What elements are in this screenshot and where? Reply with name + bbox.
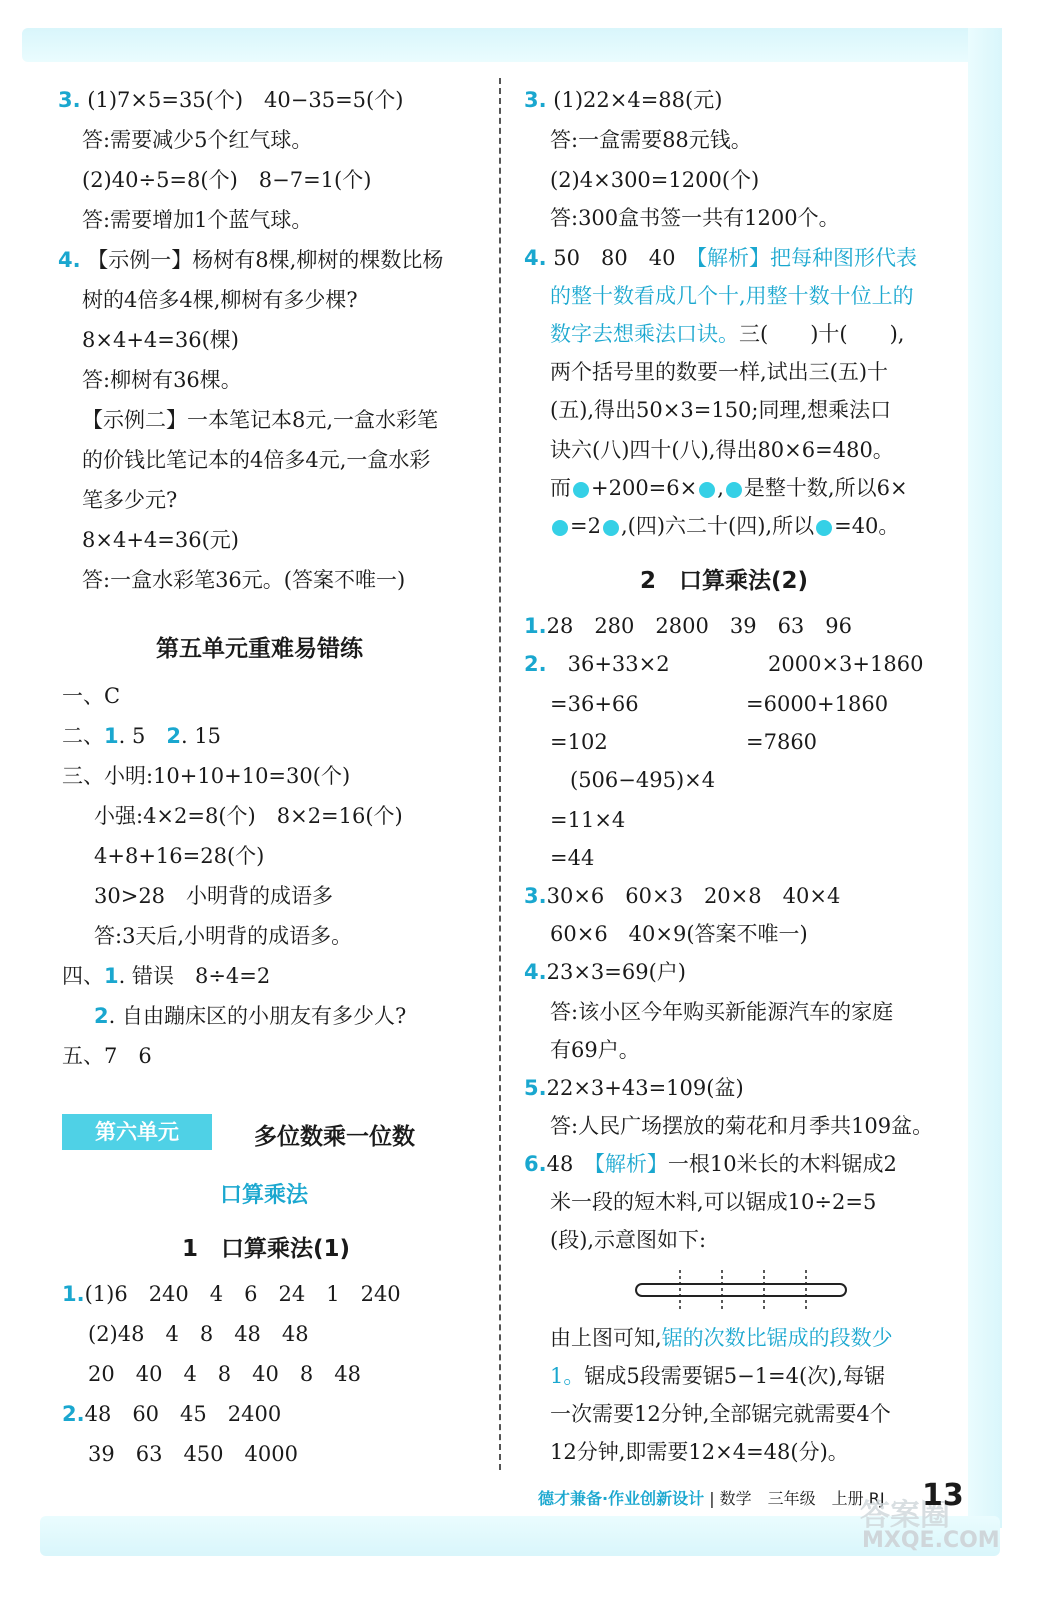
text: . 错误 8÷4=2 bbox=[118, 964, 271, 988]
column-divider bbox=[499, 78, 501, 1470]
question-number: 2 bbox=[94, 1004, 109, 1028]
text: 数字去想乘法口诀。 bbox=[550, 322, 739, 346]
right-q4-line4: 两个括号里的数要一样,试出三(五)十 bbox=[550, 360, 889, 384]
right-a2-row1 bbox=[524, 650, 670, 678]
question-number: 5. bbox=[524, 1076, 547, 1100]
text: 48 bbox=[546, 1152, 595, 1176]
right-q4-line8 bbox=[550, 512, 899, 540]
left-q4-line7: 笔多少元? bbox=[82, 488, 178, 512]
right-a6-line5 bbox=[550, 1362, 885, 1390]
text: =40。 bbox=[834, 514, 900, 538]
text: 二、 bbox=[62, 724, 104, 748]
right-a2-row4: (506−495)×4 bbox=[570, 768, 716, 792]
text: 48 60 45 2400 bbox=[84, 1402, 282, 1426]
left-l2-line2: 39 63 450 4000 bbox=[88, 1442, 298, 1466]
question-number: 6. bbox=[524, 1152, 547, 1176]
footer-info: | 数学 三年级 上册 RJ bbox=[709, 1489, 885, 1508]
watermark-url: MXQE.COM bbox=[862, 1528, 1000, 1553]
right-a6-line2: 米一段的短木料,可以锯成10÷2=5 bbox=[550, 1190, 877, 1214]
circle-placeholder-icon bbox=[816, 520, 832, 536]
right-a6-line6: 一次需要12分钟,全部锯完就需要4个 bbox=[550, 1402, 891, 1426]
text: 【示例一】杨树有8棵,柳树的棵数比杨 bbox=[87, 248, 444, 272]
text: 而 bbox=[550, 476, 571, 500]
text: 36+33×2 bbox=[567, 652, 670, 676]
right-q3-line4: 答:300盒书签一共有1200个。 bbox=[550, 206, 840, 230]
left-l1-line2: (2)48 4 8 48 48 bbox=[88, 1322, 309, 1346]
wood-cut-diagram bbox=[634, 1266, 850, 1314]
lesson2-heading: 2 口算乘法(2) bbox=[640, 568, 809, 594]
left-s3-line2: 小强:4×2=8(个) 8×2=16(个) bbox=[94, 804, 403, 828]
left-l1-line3: 20 40 4 8 40 8 48 bbox=[88, 1362, 361, 1386]
question-number: 1 bbox=[104, 724, 119, 748]
left-q4-line3: 8×4+4=36(棵) bbox=[82, 328, 239, 352]
right-a1 bbox=[524, 612, 852, 640]
left-s4-line1 bbox=[62, 962, 270, 990]
section-subtitle: 口算乘法 bbox=[220, 1183, 309, 1208]
footer-bar bbox=[538, 1486, 885, 1509]
circle-placeholder-icon bbox=[573, 482, 589, 498]
text: . 15 bbox=[180, 724, 222, 748]
text: 四、 bbox=[62, 964, 104, 988]
right-a2-row3: =102 bbox=[550, 730, 608, 754]
right-q4-line3 bbox=[550, 320, 904, 348]
left-q4-line4: 答:柳树有36棵。 bbox=[82, 368, 242, 392]
bottom-border-decoration bbox=[40, 1516, 1000, 1556]
text: 50 80 40 bbox=[553, 246, 697, 270]
question-number: 1. bbox=[524, 614, 547, 638]
text: 是整十数,所以6× bbox=[743, 476, 908, 500]
text: 22×3+43=109(盆) bbox=[546, 1076, 744, 1100]
left-s2 bbox=[62, 722, 221, 750]
left-s1: 一、C bbox=[62, 684, 121, 708]
right-q3-line1 bbox=[524, 86, 722, 114]
unit5-heading: 第五单元重难易错练 bbox=[156, 636, 363, 662]
right-q4-line2: 的整十数看成几个十,用整十数十位上的 bbox=[550, 284, 914, 308]
text: . 自由蹦床区的小朋友有多少人? bbox=[108, 1004, 407, 1028]
analysis-tag: 【解析】 bbox=[594, 1152, 668, 1176]
lesson1-heading: 1 口算乘法(1) bbox=[182, 1236, 351, 1262]
text: (1)7×5=35(个) 40−35=5(个) bbox=[87, 88, 404, 112]
question-number: 3. bbox=[524, 88, 547, 112]
text: 锯成5段需要锯5−1=4(次),每锯 bbox=[584, 1364, 886, 1388]
circle-placeholder-icon bbox=[603, 520, 619, 536]
watermark-logo: 答案圈 bbox=[860, 1498, 950, 1533]
right-a2-row6: =44 bbox=[550, 846, 595, 870]
text: 30×6 60×3 20×8 40×4 bbox=[546, 884, 841, 908]
text: 把每种图形代表 bbox=[769, 246, 917, 270]
top-border-decoration bbox=[22, 28, 998, 62]
right-q4-line6: 诀六(八)四十(八),得出80×6=480。 bbox=[550, 438, 894, 462]
question-number: 2 bbox=[166, 724, 181, 748]
left-q4-line5: 【示例二】一本笔记本8元,一盒水彩笔 bbox=[82, 408, 439, 432]
page-number: 13 bbox=[922, 1478, 964, 1513]
left-l2-line1 bbox=[62, 1400, 281, 1428]
right-a5-line1 bbox=[524, 1074, 744, 1102]
unit6-title: 多位数乘一位数 bbox=[254, 1124, 415, 1150]
right-a2-row2: =36+66 bbox=[550, 692, 639, 716]
text: 三( )十( ), bbox=[739, 322, 905, 346]
question-number: 4. bbox=[524, 246, 547, 270]
right-a4-line2: 答:该小区今年购买新能源汽车的家庭 bbox=[550, 1000, 894, 1024]
left-q3-answer1: 答:需要减少5个红气球。 bbox=[82, 128, 313, 152]
text: 由上图可知, bbox=[550, 1326, 662, 1350]
text: (1)6 240 4 6 24 1 240 bbox=[84, 1282, 401, 1306]
text: , bbox=[717, 476, 724, 500]
left-s4-line2 bbox=[94, 1002, 406, 1030]
right-a3-line1 bbox=[524, 882, 840, 910]
text: 28 280 2800 39 63 96 bbox=[546, 614, 853, 638]
right-a3-line2: 60×6 40×9(答案不唯一) bbox=[550, 922, 808, 946]
question-number: 4. bbox=[58, 248, 81, 272]
text: 1。 bbox=[550, 1364, 585, 1388]
text: +200=6× bbox=[591, 476, 698, 500]
right-border-decoration bbox=[968, 28, 1002, 1528]
circle-placeholder-icon bbox=[699, 482, 715, 498]
text: 23×3=69(户) bbox=[546, 960, 686, 984]
left-q3-answer2: 答:需要增加1个蓝气球。 bbox=[82, 208, 313, 232]
circle-placeholder-icon bbox=[552, 520, 568, 536]
right-a4-line3: 有69户。 bbox=[550, 1038, 640, 1062]
right-q4-line5: (五),得出50×3=150;同理,想乘法口 bbox=[550, 398, 892, 422]
analysis-tag: 【解析】 bbox=[696, 246, 770, 270]
left-q3-line1 bbox=[58, 86, 403, 114]
right-q4-line7 bbox=[550, 474, 908, 502]
left-s3-line1: 三、小明:10+10+10=30(个) bbox=[62, 764, 351, 788]
circle-placeholder-icon bbox=[726, 482, 742, 498]
text: 一根10米长的木料锯成2 bbox=[667, 1152, 897, 1176]
left-q4-line9: 答:一盒水彩笔36元。(答案不唯一) bbox=[82, 568, 406, 592]
right-a2-row2-right: =6000+1860 bbox=[746, 692, 889, 716]
right-q4-line1 bbox=[524, 244, 917, 272]
question-number: 2. bbox=[62, 1402, 85, 1426]
unit6-badge: 第六单元 bbox=[62, 1114, 212, 1150]
text: 锯的次数比锯成的段数少 bbox=[661, 1326, 893, 1350]
right-a2-row5: =11×4 bbox=[550, 808, 626, 832]
right-a4-line1 bbox=[524, 958, 686, 986]
text: =2 bbox=[570, 514, 601, 538]
right-a2-row1-right: 2000×3+1860 bbox=[768, 652, 924, 676]
right-a6-line3: (段),示意图如下: bbox=[550, 1228, 707, 1252]
left-q4-line1 bbox=[58, 246, 443, 274]
question-number: 3. bbox=[524, 884, 547, 908]
left-l1-line1 bbox=[62, 1280, 401, 1308]
text: ,(四)六二十(四),所以 bbox=[620, 514, 815, 538]
left-s3-line4: 30>28 小明背的成语多 bbox=[94, 884, 334, 908]
left-s5: 五、7 6 bbox=[62, 1044, 152, 1068]
question-number: 1. bbox=[62, 1282, 85, 1306]
right-a6-line4 bbox=[550, 1324, 893, 1352]
left-s3-line3: 4+8+16=28(个) bbox=[94, 844, 265, 868]
left-s3-line5: 答:3天后,小明背的成语多。 bbox=[94, 924, 353, 948]
text: (1)22×4=88(元) bbox=[553, 88, 723, 112]
right-a6-line7: 12分钟,即需要12×4=48(分)。 bbox=[550, 1440, 849, 1464]
right-q3-line3: (2)4×300=1200(个) bbox=[550, 168, 760, 192]
question-number: 1 bbox=[104, 964, 119, 988]
footer-brand: 德才兼备·作业创新设计 bbox=[538, 1489, 705, 1508]
question-number: 4. bbox=[524, 960, 547, 984]
left-q4-line6: 的价钱比笔记本的4倍多4元,一盒水彩 bbox=[82, 448, 431, 472]
left-q3-line2: (2)40÷5=8(个) 8−7=1(个) bbox=[82, 168, 372, 192]
left-q4-line2: 树的4倍多4棵,柳树有多少棵? bbox=[82, 288, 358, 312]
left-q4-line8: 8×4+4=36(元) bbox=[82, 528, 239, 552]
question-number: 2. bbox=[524, 652, 547, 676]
right-a2-row3-right: =7860 bbox=[746, 730, 818, 754]
right-q3-line2: 答:一盒需要88元钱。 bbox=[550, 128, 752, 152]
right-a5-line2: 答:人民广场摆放的菊花和月季共109盆。 bbox=[550, 1114, 934, 1138]
right-a6-line1 bbox=[524, 1150, 897, 1178]
text: . 5 bbox=[118, 724, 167, 748]
question-number: 3. bbox=[58, 88, 81, 112]
